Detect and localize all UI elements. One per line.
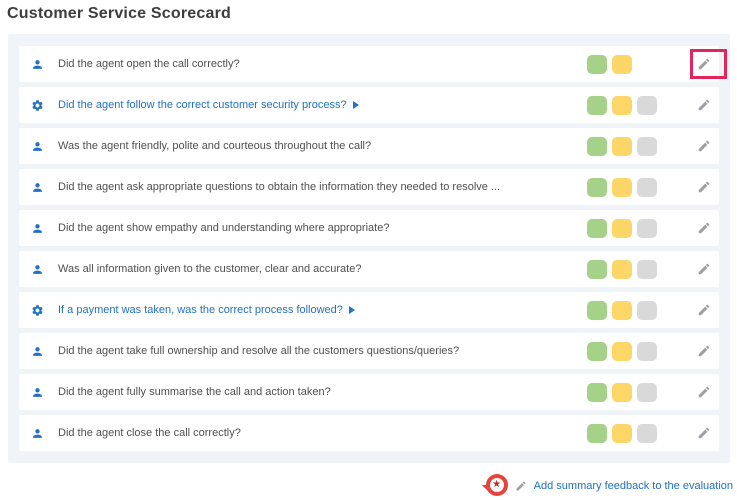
question-text: Did the agent open the call correctly? <box>58 58 240 70</box>
expand-caret-icon <box>349 306 355 314</box>
question-text: Did the agent fully summarise the call and action taken? <box>58 386 331 398</box>
question-row <box>19 251 719 287</box>
footer-actions <box>481 474 733 497</box>
rating-squares <box>587 219 657 238</box>
pencil-icon <box>697 98 711 112</box>
rating-squares <box>587 96 657 115</box>
expand-caret-icon <box>353 101 359 109</box>
rating-squares <box>587 137 657 156</box>
rating-yellow-button[interactable] <box>612 137 632 156</box>
question-row <box>19 333 719 369</box>
rating-gray-button[interactable] <box>637 383 657 402</box>
person-icon <box>31 221 45 235</box>
pencil-icon <box>697 180 711 194</box>
rating-green-button[interactable] <box>587 301 607 320</box>
rating-green-button[interactable] <box>587 260 607 279</box>
edit-button[interactable] <box>697 344 711 358</box>
rating-yellow-button[interactable] <box>612 178 632 197</box>
rating-squares <box>587 342 657 361</box>
gear-icon <box>31 98 45 112</box>
rating-yellow-button[interactable] <box>612 260 632 279</box>
rating-green-button[interactable] <box>587 178 607 197</box>
pencil-icon <box>697 139 711 153</box>
rating-yellow-button[interactable] <box>612 219 632 238</box>
rating-squares <box>587 383 657 402</box>
rating-green-button[interactable] <box>587 383 607 402</box>
question-row <box>19 87 719 123</box>
rating-squares <box>587 424 657 443</box>
question-text: Did the agent close the call correctly? <box>58 427 241 439</box>
rating-green-button[interactable] <box>587 137 607 156</box>
question-row <box>19 169 719 205</box>
question-row <box>19 210 719 246</box>
person-icon <box>31 139 45 153</box>
question-label <box>58 386 587 398</box>
click-marker-icon: ★ <box>481 474 508 497</box>
question-label <box>58 345 587 357</box>
edit-button[interactable] <box>697 426 711 440</box>
rating-green-button[interactable] <box>587 219 607 238</box>
scorecard-panel <box>8 34 730 463</box>
rating-gray-button[interactable] <box>637 219 657 238</box>
scorecard-rows <box>19 46 719 451</box>
person-icon <box>31 57 45 71</box>
edit-button[interactable] <box>697 180 711 194</box>
pencil-icon <box>697 303 711 317</box>
person-icon <box>31 385 45 399</box>
add-summary-feedback-link[interactable]: Add summary feedback to the evaluation <box>533 479 733 492</box>
pencil-icon <box>697 385 711 399</box>
rating-green-button[interactable] <box>587 55 607 74</box>
question-label <box>58 140 587 152</box>
pencil-icon <box>697 221 711 235</box>
rating-gray-button[interactable] <box>637 96 657 115</box>
question-label <box>58 58 587 70</box>
question-text[interactable]: If a payment was taken, was the correct process followed? <box>58 304 343 316</box>
question-text: Did the agent show empathy and understanding where appropriate? <box>58 222 390 234</box>
rating-gray-button[interactable] <box>637 342 657 361</box>
question-row <box>19 128 719 164</box>
rating-yellow-button[interactable] <box>612 383 632 402</box>
person-icon <box>31 426 45 440</box>
rating-squares <box>587 178 657 197</box>
person-icon <box>31 262 45 276</box>
rating-squares <box>587 301 657 320</box>
rating-gray-button[interactable] <box>637 260 657 279</box>
rating-gray-button[interactable] <box>637 137 657 156</box>
page-title: Customer Service Scorecard <box>7 5 231 22</box>
edit-button[interactable] <box>697 385 711 399</box>
question-label <box>58 263 587 275</box>
rating-squares <box>587 260 657 279</box>
question-row <box>19 374 719 410</box>
pencil-icon <box>697 262 711 276</box>
rating-yellow-button[interactable] <box>612 96 632 115</box>
person-icon <box>31 344 45 358</box>
rating-yellow-button[interactable] <box>612 55 632 74</box>
pencil-icon <box>697 57 711 71</box>
pencil-icon <box>515 480 527 492</box>
rating-gray-button[interactable] <box>637 178 657 197</box>
rating-yellow-button[interactable] <box>612 301 632 320</box>
question-row <box>19 292 719 328</box>
rating-green-button[interactable] <box>587 96 607 115</box>
rating-squares <box>587 55 657 74</box>
question-label <box>58 222 587 234</box>
rating-yellow-button[interactable] <box>612 424 632 443</box>
question-text: Was all information given to the customer, clear and accurate? <box>58 263 362 275</box>
rating-green-button[interactable] <box>587 342 607 361</box>
question-text: Did the agent take full ownership and resolve all the customers questions/queries? <box>58 345 460 357</box>
edit-button[interactable] <box>697 221 711 235</box>
person-icon <box>31 180 45 194</box>
edit-button[interactable] <box>697 57 711 71</box>
question-label <box>58 99 587 111</box>
question-row <box>19 46 719 82</box>
rating-green-button[interactable] <box>587 424 607 443</box>
question-text: Was the agent friendly, polite and courteous throughout the call? <box>58 140 372 152</box>
rating-yellow-button[interactable] <box>612 342 632 361</box>
rating-gray-button[interactable] <box>637 424 657 443</box>
gear-icon <box>31 303 45 317</box>
question-text: Did the agent ask appropriate questions to obtain the information they needed to resolve ... <box>58 181 501 193</box>
rating-gray-button[interactable] <box>637 301 657 320</box>
question-label <box>58 427 587 439</box>
edit-button[interactable] <box>697 303 711 317</box>
pencil-icon <box>697 344 711 358</box>
edit-button[interactable] <box>697 98 711 112</box>
question-label <box>58 181 587 193</box>
question-label <box>58 304 587 316</box>
pencil-icon <box>697 426 711 440</box>
question-row <box>19 415 719 451</box>
edit-button[interactable] <box>697 139 711 153</box>
edit-button[interactable] <box>697 262 711 276</box>
question-text[interactable]: Did the agent follow the correct customer security process? <box>58 99 347 111</box>
